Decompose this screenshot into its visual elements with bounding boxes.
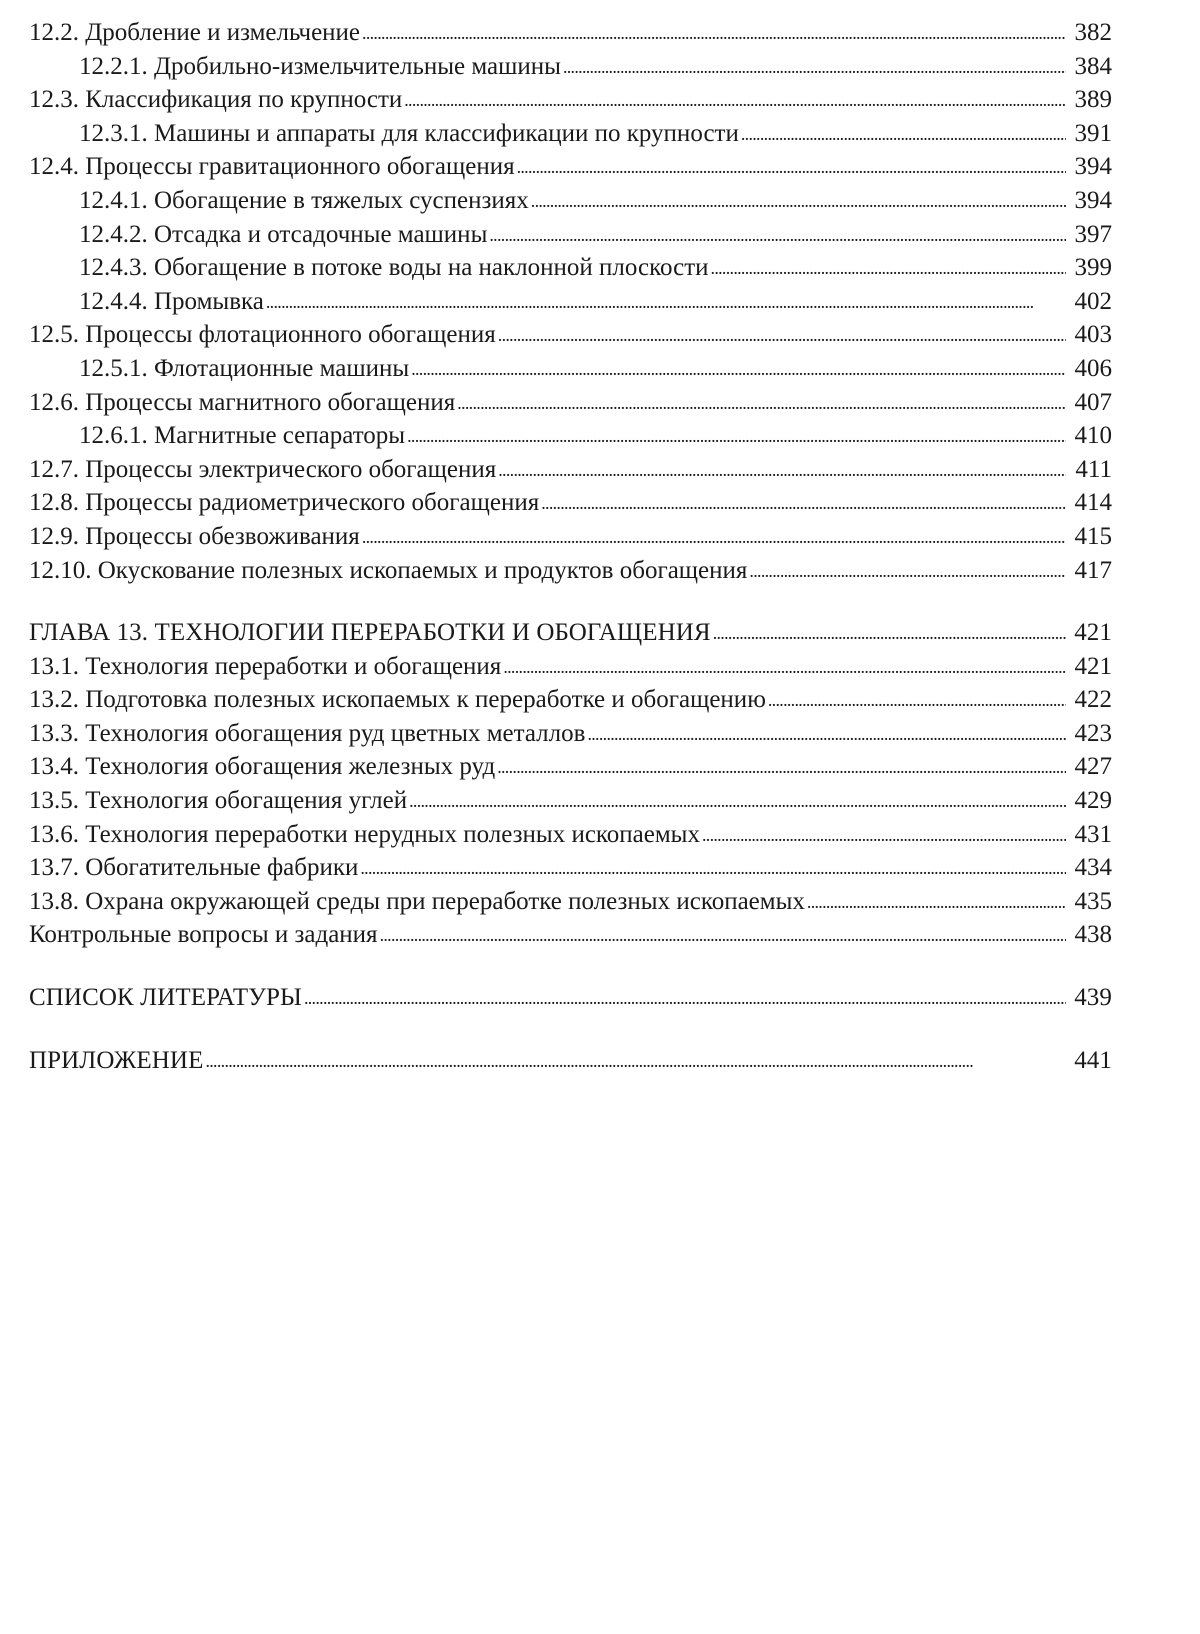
- toc-page-number: 410: [1074, 422, 1112, 450]
- toc-entry-title: ГЛАВА 13. ТЕХНОЛОГИИ ПЕРЕРАБОТКИ И ОБОГАЩЕНИЯ: [29, 619, 711, 647]
- toc-entry-title: 12.5. Процессы флотационного обогащения: [29, 321, 496, 349]
- toc-page-number: 394: [1074, 186, 1112, 214]
- toc-entry-title: 12.2.1. Дробильно-измельчительные машины: [79, 52, 561, 80]
- toc-section: [29, 16, 1112, 587]
- toc-entry: [29, 453, 1112, 487]
- toc-entry: [29, 352, 1112, 386]
- toc-entry: [29, 486, 1112, 520]
- toc-page-number: 415: [1074, 522, 1112, 550]
- toc-entry-title: 13.3. Технология обогащения руд цветных металлов: [29, 719, 586, 747]
- toc-chapter-entry: [29, 1044, 1112, 1078]
- toc-section: [29, 1044, 1112, 1078]
- toc-page-number: 384: [1074, 52, 1112, 80]
- dot-leader: [360, 850, 1066, 886]
- table-of-contents: [29, 16, 1112, 1077]
- toc-page-number: 429: [1074, 787, 1112, 815]
- toc-section: [29, 981, 1112, 1015]
- toc-entry-title: 13.4. Технология обогащения железных руд: [29, 753, 496, 781]
- dot-leader: [741, 116, 1066, 152]
- toc-entry-title: 12.4.3. Обогащение в потоке воды на наклонной плоскости: [79, 254, 709, 282]
- toc-page-number: 421: [1074, 619, 1112, 647]
- dot-leader: [498, 452, 1066, 488]
- toc-page-number: 389: [1074, 86, 1112, 114]
- toc-entry: [29, 683, 1112, 717]
- dot-leader: [404, 82, 1066, 118]
- toc-section: [29, 616, 1112, 952]
- toc-entry-title: 12.7. Процессы электрического обогащения: [29, 455, 497, 483]
- dot-leader: [489, 217, 1066, 253]
- dot-leader: [768, 682, 1066, 718]
- toc-entry: [29, 554, 1112, 588]
- toc-page-number: 435: [1074, 887, 1112, 915]
- toc-page-number: 422: [1074, 686, 1112, 714]
- toc-entry: [29, 650, 1112, 684]
- toc-page-number: 414: [1074, 489, 1112, 517]
- toc-page-number: 403: [1074, 321, 1112, 349]
- toc-page-number: 407: [1074, 388, 1112, 416]
- toc-entry: [29, 83, 1112, 117]
- toc-page-number: 427: [1074, 753, 1112, 781]
- toc-entry-title: 12.2. Дробление и измельчение: [29, 19, 361, 46]
- toc-entry: [29, 818, 1112, 852]
- dot-leader: [380, 917, 1066, 953]
- dot-leader: [497, 749, 1066, 785]
- toc-page-number: 431: [1074, 820, 1112, 848]
- toc-entry-title: 12.5.1. Флотационные машины: [79, 354, 410, 382]
- toc-page-number: 397: [1074, 220, 1112, 248]
- toc-entry: [29, 717, 1112, 751]
- toc-entry-title: 12.4. Процессы гравитационного обогащения: [29, 153, 515, 181]
- toc-entry: [29, 117, 1112, 151]
- dot-leader: [541, 485, 1066, 521]
- toc-entry: [29, 184, 1112, 218]
- toc-page-number: 399: [1074, 254, 1112, 282]
- toc-entry-title: 13.5. Технология обогащения углей: [29, 787, 408, 815]
- toc-entry-title: 12.3.1. Машины и аппараты для классификации по крупности: [79, 119, 739, 147]
- toc-entry: [29, 285, 1112, 319]
- toc-entry: [29, 386, 1112, 420]
- toc-page-number: 394: [1074, 153, 1112, 181]
- dot-leader: [205, 1043, 1066, 1079]
- toc-entry-title: 13.2. Подготовка полезных ископаемых к переработке и обогащению: [29, 686, 766, 714]
- dot-leader: [407, 418, 1066, 454]
- toc-page-number: 382: [1074, 19, 1112, 46]
- toc-entry-title: 12.8. Процессы радиометрического обогащения: [29, 489, 540, 517]
- dot-leader: [411, 351, 1066, 387]
- dot-leader: [702, 817, 1066, 853]
- toc-entry: [29, 218, 1112, 252]
- toc-entry: [29, 419, 1112, 453]
- dot-leader: [304, 980, 1066, 1016]
- dot-leader: [807, 884, 1066, 920]
- toc-page-number: 439: [1074, 984, 1112, 1012]
- toc-page-number: 411: [1075, 455, 1112, 483]
- dot-leader: [498, 317, 1066, 353]
- toc-entry: [29, 784, 1112, 818]
- toc-page-number: 421: [1074, 652, 1112, 680]
- dot-leader: [517, 149, 1066, 185]
- toc-page-number: 441: [1074, 1046, 1112, 1074]
- dot-leader: [362, 15, 1066, 51]
- dot-leader: [749, 553, 1066, 589]
- toc-page-number: 438: [1074, 921, 1112, 949]
- toc-entry-title: 12.10. Окускование полезных ископаемых и продуктов обогащения: [29, 556, 748, 584]
- toc-entry-title: 12.6. Процессы магнитного обогащения: [29, 388, 456, 416]
- toc-entry-title: 12.3. Классификация по крупности: [29, 86, 403, 114]
- toc-entry: [29, 520, 1112, 554]
- toc-entry: [29, 750, 1112, 784]
- toc-page-number: 391: [1074, 119, 1112, 147]
- toc-page-number: 417: [1074, 556, 1112, 584]
- toc-entry: [29, 50, 1112, 84]
- dot-leader: [266, 284, 1066, 320]
- toc-page-number: 434: [1074, 854, 1112, 882]
- toc-page-number: 402: [1074, 287, 1112, 315]
- toc-entry: [29, 851, 1112, 885]
- dot-leader: [362, 519, 1066, 555]
- toc-entry: [29, 318, 1112, 352]
- dot-leader: [531, 183, 1066, 219]
- toc-entry-title: СПИСОК ЛИТЕРАТУРЫ: [29, 984, 302, 1012]
- toc-entry-title: 12.4.1. Обогащение в тяжелых суспензиях: [79, 186, 529, 214]
- toc-entry-title: ПРИЛОЖЕНИЕ: [29, 1046, 204, 1074]
- toc-entry-title: 13.6. Технология переработки нерудных полезных ископаемых: [29, 820, 700, 848]
- dot-leader: [503, 649, 1066, 685]
- toc-page-number: 423: [1074, 719, 1112, 747]
- toc-chapter-entry: [29, 981, 1112, 1015]
- toc-entry-title: Контрольные вопросы и задания: [29, 921, 378, 949]
- toc-entry-title: 13.1. Технология переработки и обогащения: [29, 652, 502, 680]
- dot-leader: [409, 783, 1066, 819]
- toc-entry-title: 12.4.4. Промывка: [79, 287, 264, 315]
- dot-leader: [713, 615, 1066, 651]
- dot-leader: [563, 49, 1066, 85]
- toc-entry-title: 12.4.2. Отсадка и отсадочные машины: [79, 220, 488, 248]
- toc-entry-title: 12.6.1. Магнитные сепараторы: [79, 422, 406, 450]
- toc-entry: [29, 885, 1112, 919]
- toc-entry: [29, 918, 1112, 952]
- toc-entry: [29, 150, 1112, 184]
- toc-chapter-entry: [29, 616, 1112, 650]
- toc-page-number: 406: [1074, 354, 1112, 382]
- toc-entry-title: 12.9. Процессы обезвоживания: [29, 522, 360, 550]
- dot-leader: [457, 385, 1066, 421]
- toc-entry: [29, 251, 1112, 285]
- dot-leader: [587, 716, 1066, 752]
- toc-entry-title: 13.7. Обогатительные фабрики: [29, 854, 359, 882]
- dot-leader: [711, 250, 1066, 286]
- toc-entry: [29, 16, 1112, 50]
- toc-entry-title: 13.8. Охрана окружающей среды при переработке полезных ископаемых: [29, 887, 805, 915]
